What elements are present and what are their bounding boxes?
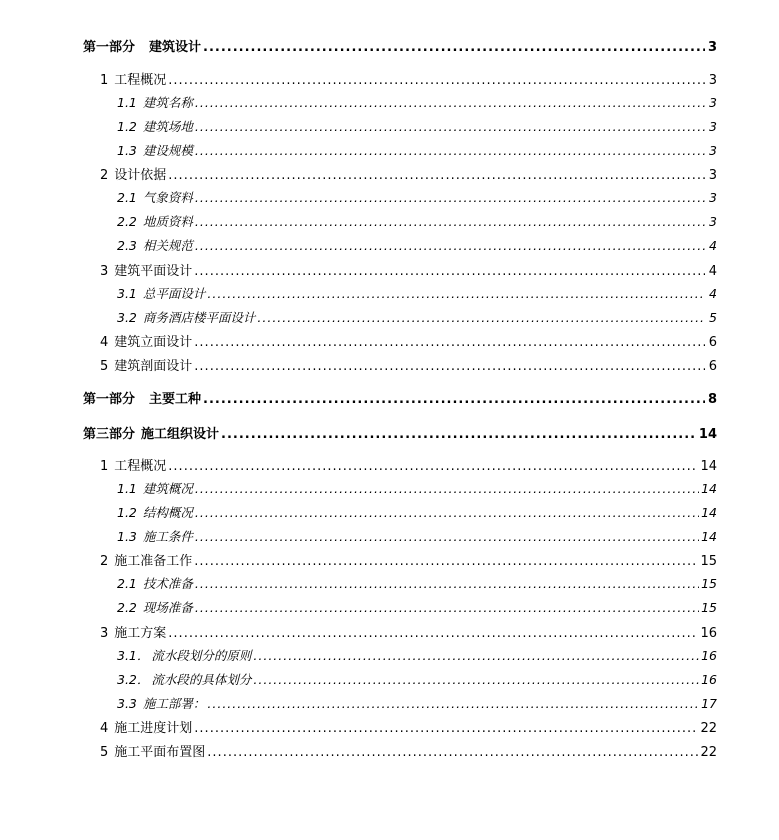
toc-title: 施工准备工作	[114, 554, 193, 569]
toc-number: 1.3	[117, 529, 137, 544]
dot-leader	[257, 310, 705, 325]
toc-page-number: 14	[701, 505, 717, 520]
dot-leader	[195, 190, 705, 205]
dot-leader	[203, 392, 705, 407]
toc-title: 施工平面布置图	[114, 745, 206, 760]
toc-number: 3.3	[117, 696, 137, 711]
toc-page-number: 3	[709, 95, 717, 110]
toc-page-number: 15	[700, 554, 717, 569]
toc-subsection-entry[interactable]	[117, 308, 717, 328]
toc-title: 总平面设计	[142, 286, 206, 301]
toc-title: 建筑平面设计	[114, 264, 193, 279]
toc-title: 工程概况	[114, 459, 167, 474]
toc-part-entry[interactable]	[83, 423, 717, 443]
toc-number: 1.2	[117, 505, 137, 520]
toc-number: 1.3	[117, 143, 137, 158]
toc-number: 3	[100, 626, 109, 641]
dot-leader	[195, 529, 699, 544]
toc-subsection-entry[interactable]	[117, 598, 717, 618]
toc-title: 建设规模	[142, 143, 193, 158]
toc-number: 2.2	[117, 600, 137, 615]
toc-title: 气象资料	[142, 190, 193, 205]
toc-number: 5	[100, 359, 109, 374]
toc-page-number: 8	[707, 392, 717, 407]
toc-subsection-entry[interactable]	[117, 93, 717, 113]
toc-title: 建筑概况	[142, 481, 193, 496]
dot-leader	[195, 505, 699, 520]
toc-number: 3.1．	[117, 648, 150, 663]
toc-section-entry[interactable]	[100, 260, 717, 280]
toc-page-number: 6	[708, 359, 717, 374]
toc-page-number: 5	[709, 310, 717, 325]
toc-title: 地质资料	[142, 214, 193, 229]
toc-page-number: 6	[708, 335, 717, 350]
dot-leader	[253, 648, 699, 663]
toc-part-entry[interactable]	[83, 36, 717, 56]
toc-number: 2	[100, 554, 109, 569]
dot-leader	[168, 626, 698, 641]
toc-subsection-entry[interactable]	[117, 527, 717, 547]
toc-page-number: 14	[698, 427, 717, 442]
toc-title: 施工进度计划	[114, 721, 193, 736]
toc-number: 3.1	[117, 286, 137, 301]
toc-subsection-entry[interactable]	[117, 670, 717, 690]
toc-page-number: 16	[701, 672, 717, 687]
toc-subsection-entry[interactable]	[117, 479, 717, 499]
toc-number: 1.1	[117, 95, 137, 110]
toc-section-entry[interactable]	[100, 355, 717, 375]
toc-number: 1.2	[117, 119, 137, 134]
toc-section-entry[interactable]	[100, 741, 717, 761]
toc-page-number: 4	[709, 286, 717, 301]
toc-title: 结构概况	[142, 505, 193, 520]
dot-leader	[195, 95, 705, 110]
toc-title: 建筑设计	[149, 40, 202, 55]
toc-page-number: 16	[701, 648, 717, 663]
toc-number: 1.1	[117, 481, 137, 496]
toc-title: 流水段的具体划分	[151, 672, 252, 687]
toc-subsection-entry[interactable]	[117, 236, 717, 256]
dot-leader	[207, 696, 699, 711]
toc-number: 2.1	[117, 576, 137, 591]
dot-leader	[195, 214, 705, 229]
toc-section-entry[interactable]	[100, 717, 717, 737]
toc-title: 建筑场地	[142, 119, 193, 134]
dot-leader	[195, 481, 699, 496]
toc-number: 3.2	[117, 310, 137, 325]
toc-page-number: 17	[701, 696, 717, 711]
toc-number: 第一部分	[83, 40, 136, 55]
dot-leader	[207, 745, 698, 760]
toc-title: 相关规范	[142, 238, 193, 253]
toc-page-number: 3	[708, 168, 717, 183]
dot-leader	[195, 238, 705, 253]
dot-leader	[194, 335, 705, 350]
dot-leader	[221, 427, 697, 442]
toc-page-number: 4	[708, 264, 717, 279]
toc-title: 商务酒店楼平面设计	[142, 310, 256, 325]
dot-leader	[195, 119, 705, 134]
toc-section-entry[interactable]	[100, 331, 717, 351]
toc-subsection-entry[interactable]	[117, 212, 717, 232]
toc-number: 1	[100, 459, 109, 474]
dot-leader	[194, 359, 705, 374]
toc-subsection-entry[interactable]	[117, 141, 717, 161]
toc-title: 流水段划分的原则	[151, 648, 252, 663]
toc-page-number: 14	[701, 481, 717, 496]
toc-number: 1	[100, 73, 109, 88]
toc-subsection-entry[interactable]	[117, 503, 717, 523]
toc-part-entry[interactable]	[83, 388, 717, 408]
dot-leader	[194, 554, 698, 569]
toc-page-number: 3	[707, 40, 717, 55]
toc-page-number: 3	[708, 73, 717, 88]
toc-page-number: 3	[709, 143, 717, 158]
toc-section-entry[interactable]	[100, 550, 717, 570]
toc-number: 3	[100, 264, 109, 279]
toc-page-number: 22	[700, 721, 717, 736]
toc-page-number: 14	[701, 529, 717, 544]
dot-leader	[168, 73, 705, 88]
toc-page-number: 4	[709, 238, 717, 253]
toc-page-number: 15	[701, 600, 717, 615]
toc-page-number: 3	[709, 214, 717, 229]
toc-number: 第一部分	[83, 392, 136, 407]
toc-title: 工程概况	[114, 73, 167, 88]
toc-title: 施工组织设计	[141, 427, 220, 442]
toc-number: 2.1	[117, 190, 137, 205]
toc-title: 施工条件	[142, 529, 193, 544]
toc-subsection-entry[interactable]	[117, 188, 717, 208]
toc-number: 5	[100, 745, 109, 760]
dot-leader	[195, 143, 705, 158]
toc-subsection-entry[interactable]	[117, 574, 717, 594]
toc-page-number: 22	[700, 745, 717, 760]
toc-subsection-entry[interactable]	[117, 646, 717, 666]
toc-title: 现场准备	[142, 600, 193, 615]
dot-leader	[195, 600, 699, 615]
toc-number: 4	[100, 335, 109, 350]
toc-number: 第三部分	[83, 427, 136, 442]
toc-number: 3.2．	[117, 672, 150, 687]
dot-leader	[207, 286, 705, 301]
toc-number: 2	[100, 168, 109, 183]
toc-section-entry[interactable]	[100, 622, 717, 642]
toc-title: 主要工种	[149, 392, 202, 407]
toc-page-number: 15	[701, 576, 717, 591]
toc-title: 施工方案	[114, 626, 167, 641]
toc-title: 设计依据	[114, 168, 167, 183]
dot-leader	[168, 459, 698, 474]
toc-title: 施工部署：	[142, 696, 206, 711]
dot-leader	[195, 576, 699, 591]
toc-subsection-entry[interactable]	[117, 694, 717, 714]
toc-title: 建筑名称	[142, 95, 193, 110]
toc-number: 2.2	[117, 214, 137, 229]
toc-section-entry[interactable]	[100, 455, 717, 475]
toc-title: 建筑立面设计	[114, 335, 193, 350]
toc-page-number: 16	[700, 626, 717, 641]
toc-page-number: 14	[700, 459, 717, 474]
toc-number: 4	[100, 721, 109, 736]
dot-leader	[253, 672, 699, 687]
toc-section-entry[interactable]	[100, 164, 717, 184]
dot-leader	[194, 721, 698, 736]
toc-subsection-entry[interactable]	[117, 284, 717, 304]
toc-page-number: 3	[709, 119, 717, 134]
dot-leader	[203, 40, 705, 55]
dot-leader	[194, 264, 705, 279]
dot-leader	[168, 168, 705, 183]
toc-page-number: 3	[709, 190, 717, 205]
toc-title: 建筑剖面设计	[114, 359, 193, 374]
toc-number: 2.3	[117, 238, 137, 253]
toc-subsection-entry[interactable]	[117, 117, 717, 137]
toc-title: 技术准备	[142, 576, 193, 591]
toc-section-entry[interactable]	[100, 69, 717, 89]
